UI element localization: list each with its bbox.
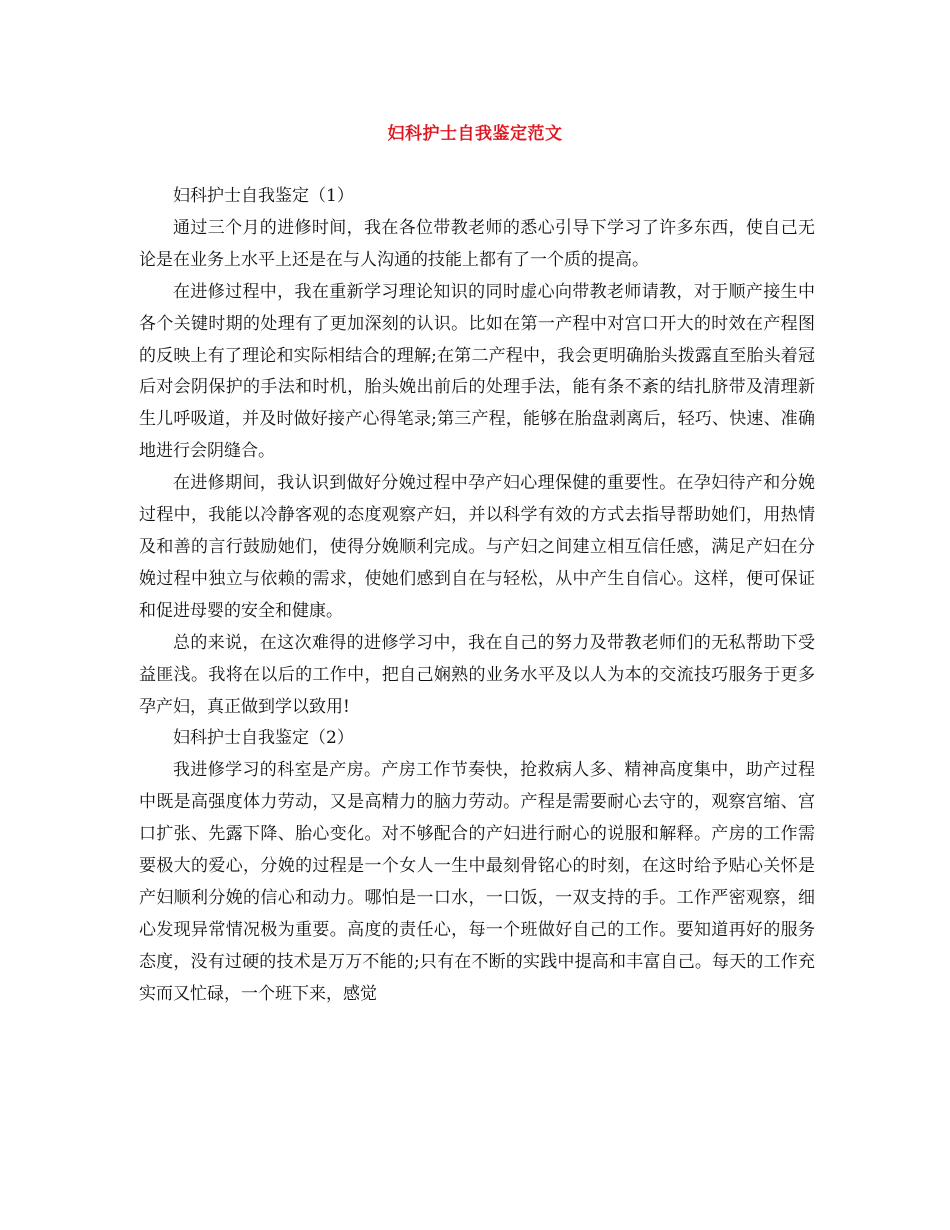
section-heading-1: 妇科护士自我鉴定（1） xyxy=(173,186,354,206)
section-heading-2: 妇科护士自我鉴定（2） xyxy=(173,728,354,749)
paragraph: 在进修期间，我认识到做好分娩过程中孕产妇心理保健的重要性。在孕妇待产和分娩过程中，我能以冷静客观的态度观察产妇，并以科学有效的方式去指导帮助她们，用热情及和善的言行鼓励她们，使得分娩顺利完成。与产妇之间建立相互信任感，满足产妇在分娩过程中独立与依赖的需求，使她们感到自在与轻松，从中产生自信心。这样，便可保证和促进母婴的安全和健康。 xyxy=(139,473,815,621)
paragraph: 我进修学习的科室是产房。产房工作节奏快，抢救病人多、精神高度集中，助产过程中既是高强度体力劳动，又是高精力的脑力劳动。产程是需要耐心去守的，观察宫缩、宫口扩张、先露下降、胎心变化。对不够配合的产妇进行耐心的说服和解释。产房的工作需要极大的爱心，分娩的过程是一个女人一生中最刻骨铭心的时刻，在这时给予贴心关怀是产妇顺利分娩的信心和动力。哪怕是一口水，一口饭，一双支持的手。工作严密观察，细心发现异常情况极为重要。高度的责任心，每一个班做好自己的工作。要知道再好的服务态度，没有过硬的技术是万万不能的;只有在不断的实践中提高和丰富自己。每天的工作充实而又忙碌，一个班下来，感觉 xyxy=(139,760,815,1004)
document-body xyxy=(139,181,815,1011)
paragraph: 通过三个月的进修时间，我在各位带教老师的悉心引导下学习了许多东西，使自己无论是在业务上水平上还是在与人沟通的技能上都有了一个质的提高。 xyxy=(139,217,815,270)
paragraph: 在进修过程中，我在重新学习理论知识的同时虚心向带教老师请教，对于顺产接生中各个关键时期的处理有了更加深刻的认识。比如在第一产程中对宫口开大的时效在产程图的反映上有了理论和实际相结合的理解;在第二产程中，我会更明确胎头拨露直至胎头着冠后对会阴保护的手法和时机，胎头娩出前后的处理手法，能有条不紊的结扎脐带及清理新生儿呼吸道，并及时做好接产心得笔录;第三产程，能够在胎盘剥离后，轻巧、快速、准确地进行会阴缝合。 xyxy=(139,281,815,462)
document-title: 妇科护士自我鉴定范文 xyxy=(387,124,563,144)
paragraph: 总的来说，在这次难得的进修学习中，我在自己的努力及带教老师们的无私帮助下受益匪浅。我将在以后的工作中，把自己娴熟的业务水平及以人为本的交流技巧服务于更多孕产妇，真正做到学以致用! xyxy=(139,632,815,717)
